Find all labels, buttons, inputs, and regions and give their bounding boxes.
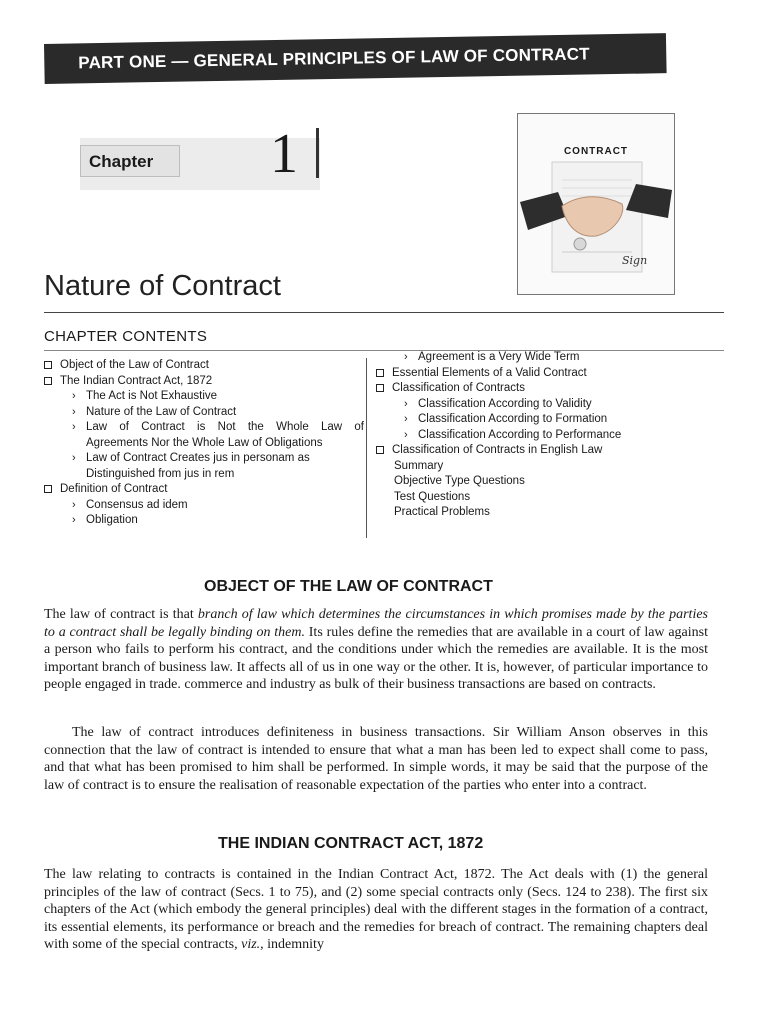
contents-heading: CHAPTER CONTENTS [44,328,208,345]
contents-subitem[interactable]: › Classification According to Formation [376,412,696,428]
checkbox-icon [44,485,52,493]
contents-subitem[interactable]: › Classification According to Performance [376,428,696,444]
checkbox-icon [44,377,52,385]
contents-item[interactable]: Summary [394,459,444,472]
chapter-label: Chapter [80,145,180,177]
arrow-bullet-icon: › [404,397,408,410]
checkbox-icon [44,361,52,369]
arrow-bullet-icon: › [72,514,76,526]
contents-subitem[interactable]: › Law of Contract is Not the Whole Law of [44,420,364,436]
chapter-divider [316,128,319,178]
handshake-icon [518,114,674,294]
contents-item[interactable]: Definition of Contract [44,482,364,498]
contents-right-column [376,350,696,521]
checkbox-icon [376,369,384,377]
contents-item[interactable]: Classification of Contracts in English Law [376,443,696,459]
paragraph-object-2: The law of contract introduces definiteness in business transactions. Sir William Anson observes in this connection that the law of contract is intended to ensure that what a man has been led to expect shall come to pass, and that what has been promised to him shall be performed. In simple words, it may be said that the purpose of the law of contract is to ensure the realisation of reasonable expectation of the parties who enter into a contract. [44,725,708,793]
contract-illustration [517,113,675,295]
contents-subitem[interactable]: › Nature of the Law of Contract [44,405,364,421]
arrow-bullet-icon: › [72,390,76,402]
contents-subitem[interactable]: › Law of Contract Creates jus in personam as [44,451,364,467]
arrow-bullet-icon: › [404,428,408,441]
contents-item[interactable]: Object of the Law of Contract [44,358,364,374]
arrow-bullet-icon: › [404,413,408,425]
contents-subitem-continued: Distinguished from jus in rem [86,467,235,480]
contents-item[interactable]: Practical Problems [394,506,490,518]
signature-mark: Sign [622,254,648,267]
contents-subitem[interactable]: › Classification According to Validity [376,397,696,413]
illustration-title: CONTRACT [563,146,629,157]
chapter-title: Nature of Contract [44,270,281,302]
contents-subitem[interactable]: › Agreement is a Very Wide Term [376,350,696,366]
contents-subitem[interactable]: › Obligation [44,513,364,529]
contents-subitem-continued: Agreements Nor the Whole Law of Obligations [86,436,323,449]
part-banner: PART ONE — GENERAL PRINCIPLES OF LAW OF CONTRACT [44,33,667,84]
checkbox-icon [376,446,384,454]
paragraph-indian-contract-act: The law relating to contracts is contained in the Indian Contract Act, 1872. The Act deals with (1) the general principles of the law of contract (Secs. 1 to 75), and (2) some special contracts only (Secs. 124 to 238). The first six chapters of the Act (which embody the general principles) deal with the different stages in the formation of a contract, its essential elements, its performance or breach and the remedies for breach of contract. The remaining chapters deal with some of the special contracts, viz., indemnity [44,867,708,953]
chapter-number: 1 [270,123,298,185]
contents-item[interactable]: Essential Elements of a Valid Contract [376,366,696,382]
contents-item[interactable]: Classification of Contracts [376,381,696,397]
contents-subitem[interactable]: › The Act is Not Exhaustive [44,389,364,405]
contents-divider [366,358,367,538]
paragraph-object-1: The law of contract is that branch of law which determines the circumstances in which promises made by the parties to a contract shall be legally binding on them. Its rules define the remedies that are available in a court of law against a person who fails to perform his contract, and the conditions under which the remedies are available. It is the most important branch of business law. It affects all of us in one way or the other. It is, however, of particular importance to people engaged in trade. commerce and industry as bulk of their business transactions are based on contracts. [44,607,708,693]
checkbox-icon [376,384,384,392]
section-heading-object: OBJECT OF THE LAW OF CONTRACT [204,578,493,595]
arrow-bullet-icon: › [404,351,408,363]
contents-item[interactable]: Test Questions [394,490,471,503]
arrow-bullet-icon: › [72,421,76,433]
title-rule [44,312,724,313]
arrow-bullet-icon: › [72,405,76,418]
contents-item[interactable]: The Indian Contract Act, 1872 [44,374,364,390]
arrow-bullet-icon: › [72,498,76,511]
contents-subitem[interactable]: › Consensus ad idem [44,498,364,514]
contents-item[interactable]: Objective Type Questions [394,475,525,487]
section-heading-indian-contract-act: THE INDIAN CONTRACT ACT, 1872 [218,835,484,852]
contents-left-column [44,358,364,529]
arrow-bullet-icon: › [72,452,76,464]
